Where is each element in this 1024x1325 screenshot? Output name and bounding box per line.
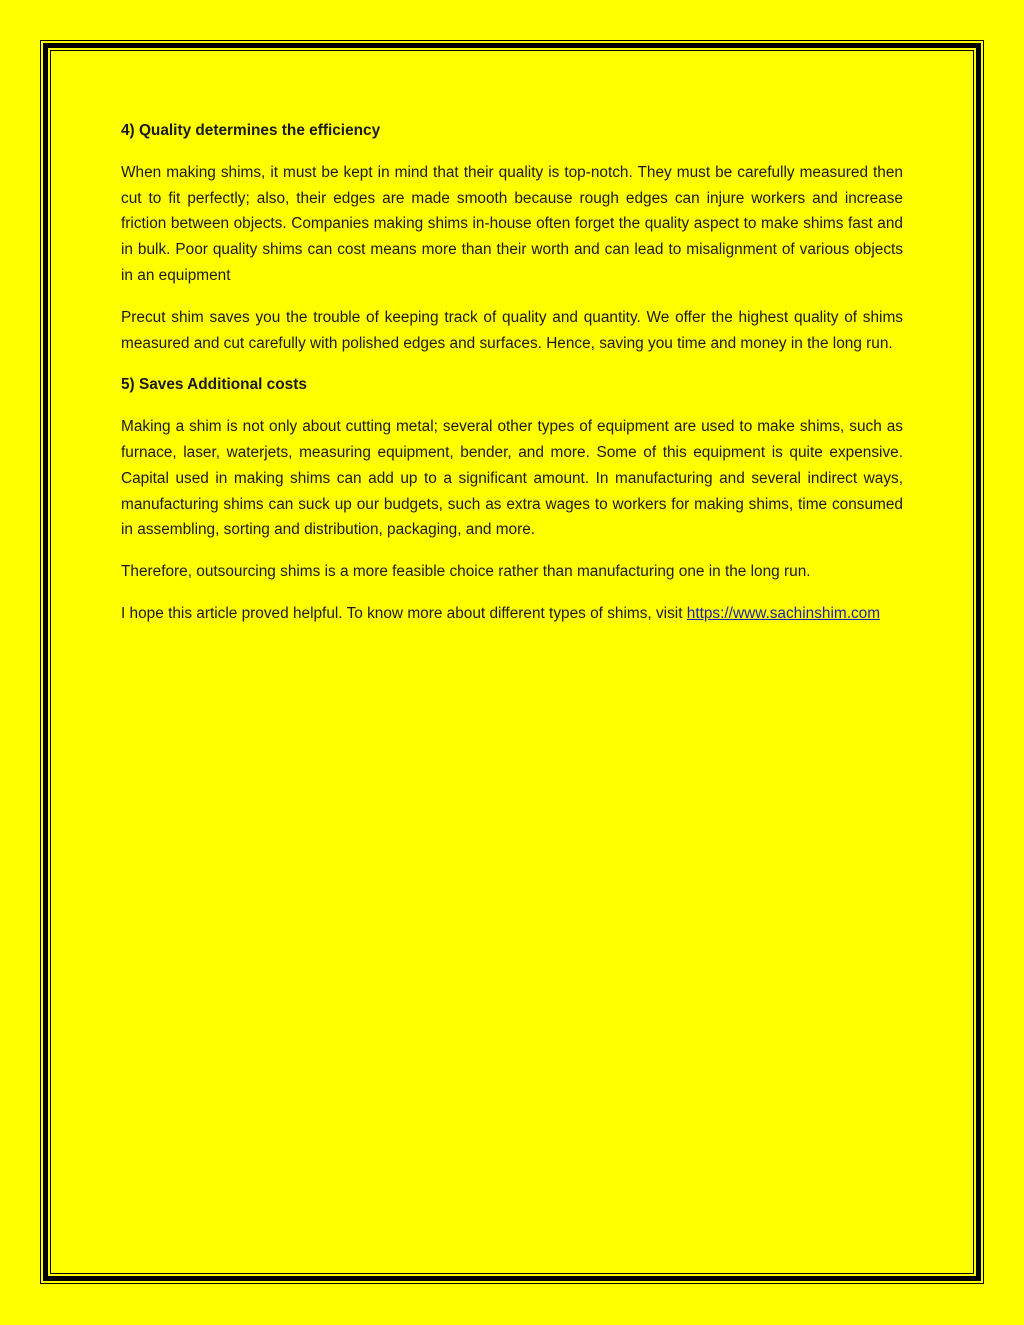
paragraph-quality-2: Precut shim saves you the trouble of keeping track of quality and quantity. We offer the highest quality of shims measured and cut carefully with polished edges and surfaces. Hence, saving you time and money in the long run. [121, 308, 903, 352]
document-body [121, 118, 903, 643]
paragraph-quality-1: When making shims, it must be kept in mind that their quality is top-notch. They must be carefully measured then cut to fit perfectly; also, their edges are made smooth because rough edges can injure workers and increase friction between objects. Companies making shims in-house often forget the quality aspect to make shims fast and in bulk. Poor quality shims can cost means more than their worth and can lead to misalignment of various objects in an equipment [121, 163, 903, 284]
paragraph-costs-2: Therefore, outsourcing shims is a more feasible choice rather than manufacturing one in the long run. [121, 563, 811, 581]
closing-paragraph [121, 601, 903, 627]
website-link[interactable]: https://www.sachinshim.com [686, 604, 881, 622]
section-heading-quality: 4) Quality determines the efficiency [121, 122, 381, 139]
section-heading-costs: 5) Saves Additional costs [121, 376, 307, 394]
paragraph-costs-1: Making a shim is not only about cutting metal; several other types of equipment are used to make shims, such as furnace, laser, waterjets, measuring equipment, bender, and more. Some of this equipment is quite expensive. Capital used in making shims can add up to a significant amount. In manufacturing and several indirect ways, manufacturing shims can suck up our budgets, such as extra wages to workers for making shims, time consumed in assembling, sorting and distribution, packaging, and more. [121, 418, 903, 539]
closing-text: I hope this article proved helpful. To know more about different types of shims, visit [121, 604, 687, 622]
